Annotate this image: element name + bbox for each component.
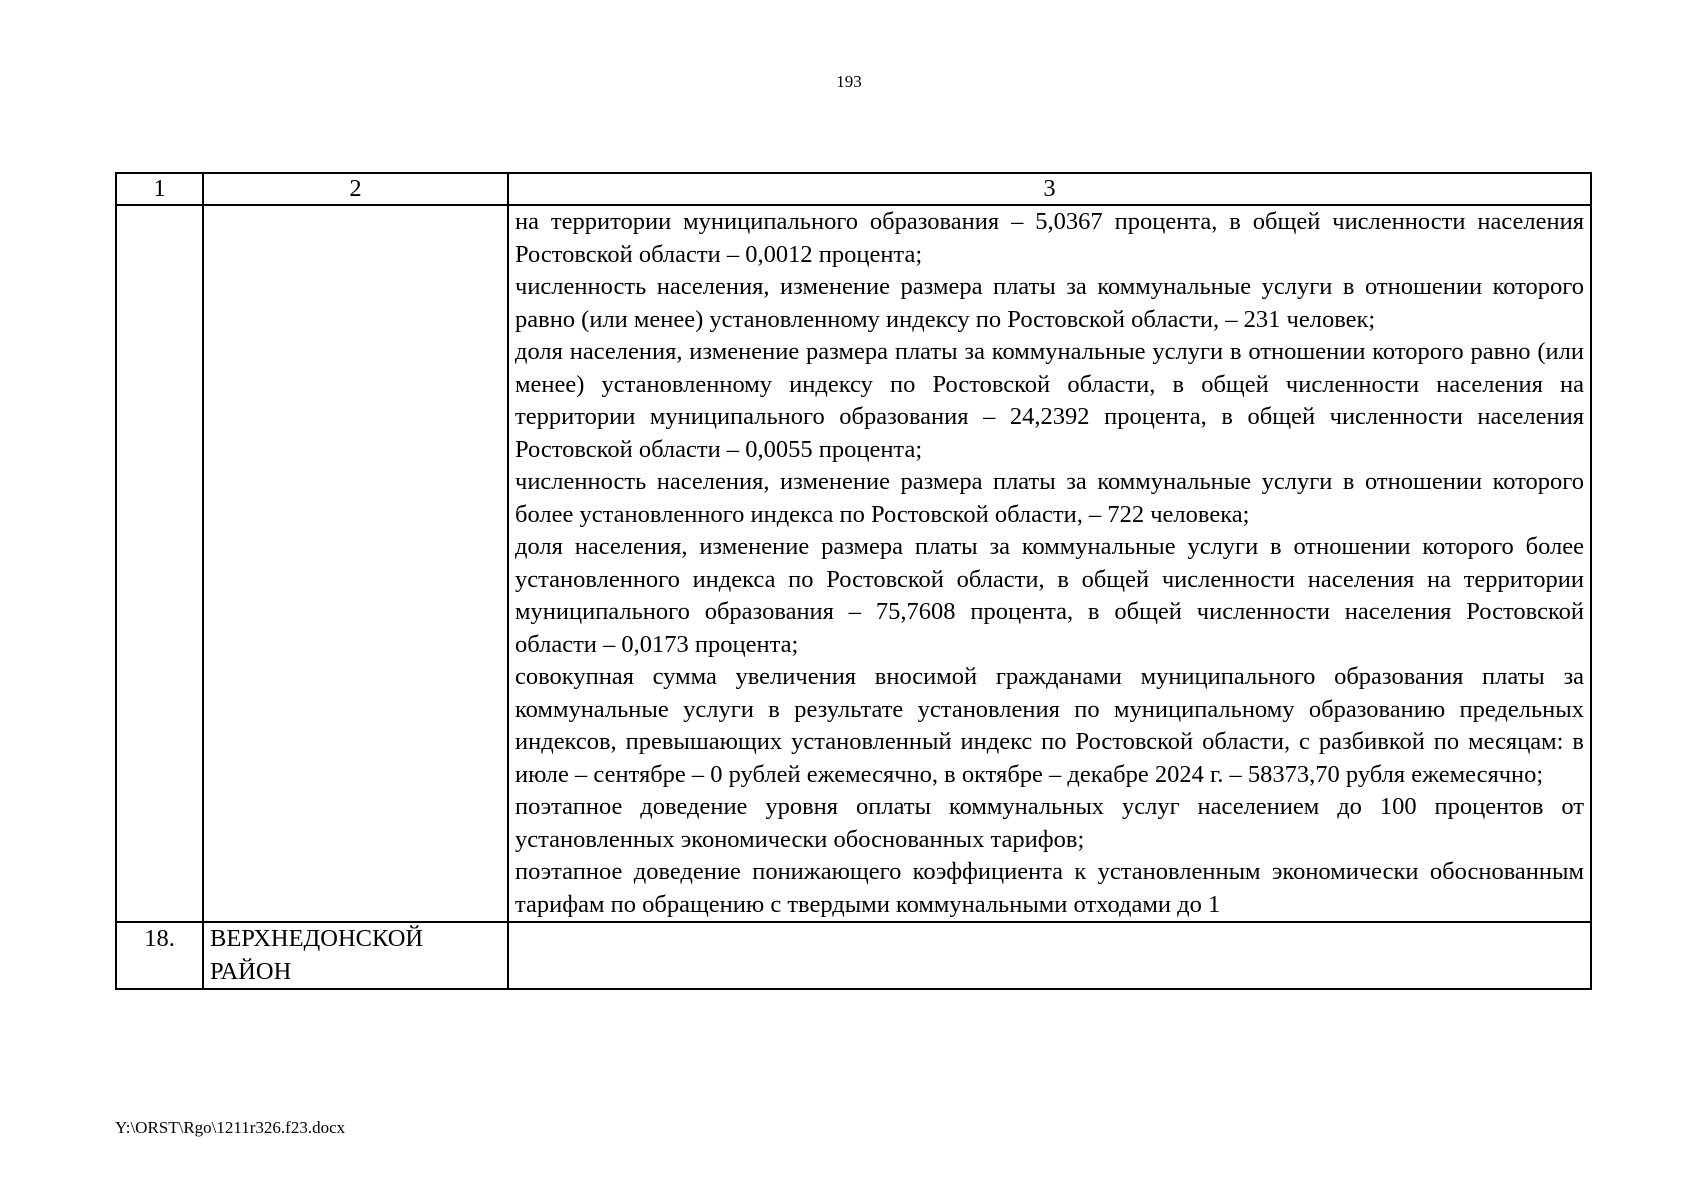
region-name-cell — [203, 922, 508, 989]
paragraph: доля населения, изменение размера платы за коммунальные услуги в отношении которого более установленного индекса по Ростовской области, в общей численности населения на территории муниципального образования – 75,7608 процента, в общей численности населения Ростовской области – 0,0173 процента; — [515, 533, 1584, 658]
paragraph: на территории муниципального образования – 5,0367 процента, в общей численности населения Ростовской области – 0,0012 процента; — [515, 208, 1584, 268]
footer-file-path: Y:\ORST\Rgo\1211r326.f23.docx — [115, 1118, 346, 1137]
paragraph: поэтапное доведение уровня оплаты коммунальных услуг населением до 100 процентов от установленных экономически обоснованных тарифов; — [515, 793, 1584, 853]
row-number-cell: 18. — [116, 922, 203, 989]
table-row — [116, 922, 1591, 989]
table-header-row — [116, 173, 1591, 205]
content-cell — [508, 205, 1591, 922]
header-cell-2: 2 — [203, 173, 508, 205]
region-name-cell — [203, 205, 508, 922]
header-cell-3: 3 — [508, 173, 1591, 205]
table-row — [116, 205, 1591, 922]
document-table — [115, 172, 1592, 990]
paragraph: численность населения, изменение размера платы за коммунальные услуги в отношении которого более установленного индекса по Ростовской области, – 722 человека; — [515, 468, 1584, 528]
paragraph: численность населения, изменение размера платы за коммунальные услуги в отношении которого равно (или менее) установленному индексу по Ростовской области, – 231 человек; — [515, 273, 1584, 333]
content-cell — [508, 922, 1591, 989]
header-cell-1: 1 — [116, 173, 203, 205]
page-number: 193 — [836, 72, 862, 91]
row-number-cell — [116, 205, 203, 922]
paragraph: доля населения, изменение размера платы за коммунальные услуги в отношении которого равно (или менее) установленному индексу по Ростовской области, в общей численности населения на территории муниципального образования – 24,2392 процента, в общей численности населения Ростовской области – 0,0055 процента; — [515, 338, 1584, 463]
paragraph: поэтапное доведение понижающего коэффициента к установленным экономически обоснованным тарифам по обращению с твердыми коммунальными отходами до 1 — [515, 858, 1584, 918]
region-name-line: ВЕРХНЕДОНСКОЙ — [210, 925, 424, 952]
region-name-line: РАЙОН — [210, 957, 292, 985]
paragraph: совокупная сумма увеличения вносимой гражданами муниципального образования платы за коммунальные услуги в результате установления по муниципальному образованию предельных индексов, превышающих установленный индекс по Ростовской области, с разбивкой по месяцам: в июле – сентябре – 0 рублей ежемесячно, в октябре – декабре 2024 г. – 58373,70 рубля ежемесячно; — [515, 663, 1584, 788]
